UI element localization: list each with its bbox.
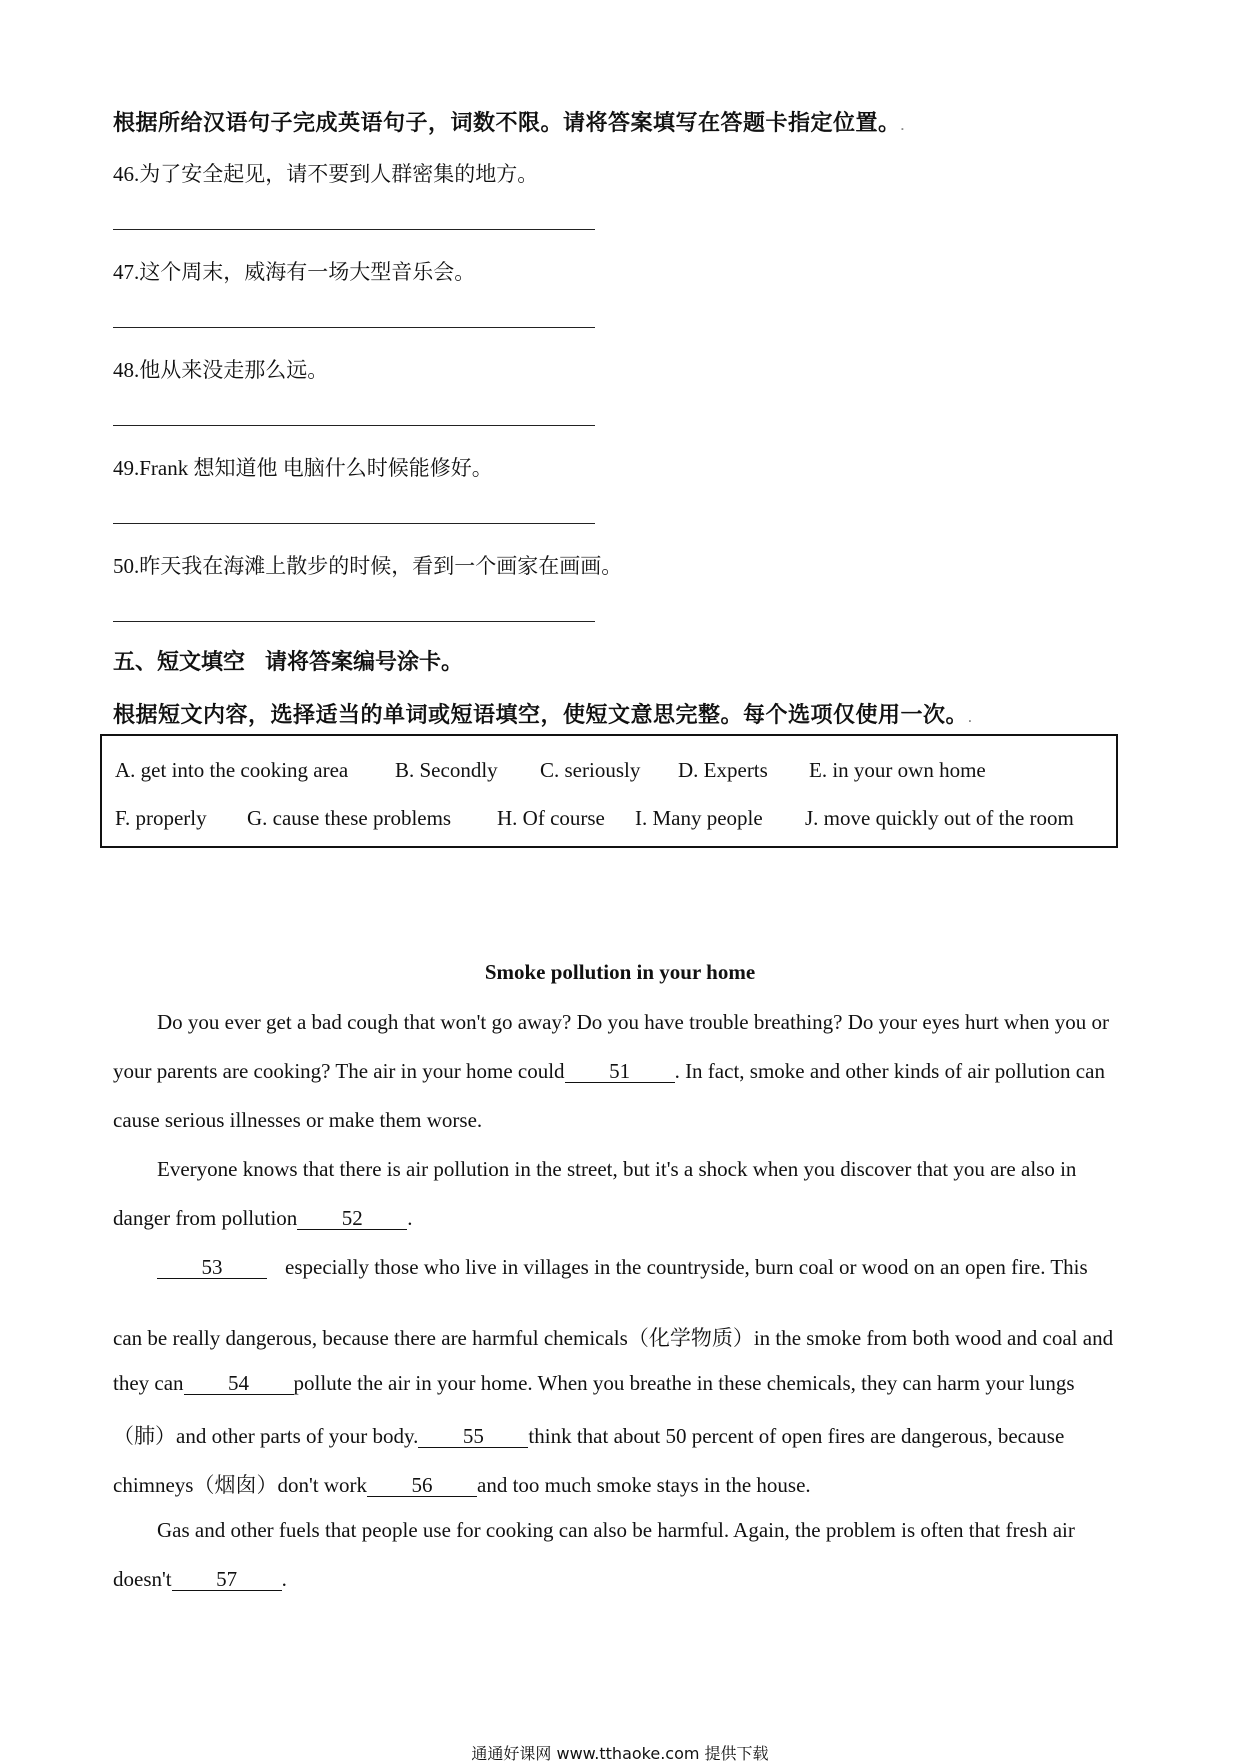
option-e: E. in your own home xyxy=(809,758,986,782)
passage-line: Everyone knows that there is air pollution in the street, but it's a shock when you discover that you are also in xyxy=(157,1157,1077,1181)
option-f: F. properly xyxy=(115,806,207,830)
question-50: 50.昨天我在海滩上散步的时候，看到一个画家在画画。 xyxy=(113,554,623,578)
translation-instruction: 根据所给汉语句子完成英语句子，词数不限。请将答案填写在答题卡指定位置。. xyxy=(113,111,905,136)
question-49: 49.Frank 想知道他 电脑什么时候能修好。 xyxy=(113,456,493,480)
options-box xyxy=(100,734,1118,848)
passage-line: Do you ever get a bad cough that won't go away? Do you have trouble breathing? Do your eyes hurt when you or xyxy=(157,1010,1110,1034)
answer-line-50[interactable] xyxy=(113,621,595,622)
question-48: 48.他从来没走那么远。 xyxy=(113,358,329,382)
blank-56[interactable]: 56 xyxy=(367,1474,477,1497)
option-h: H. Of course xyxy=(497,806,605,830)
passage-line: Gas and other fuels that people use for cooking can also be harmful. Again, the problem is often that fresh air xyxy=(157,1518,1075,1542)
passage-line: chimneys（烟囱）don't work 56 and too much smoke stays in the house. xyxy=(113,1473,811,1497)
question-46: 46.为了安全起见，请不要到人群密集的地方。 xyxy=(113,162,539,186)
option-b: B. Secondly xyxy=(395,758,498,782)
passage-line: doesn't 57 . xyxy=(113,1567,287,1591)
blank-53[interactable]: 53 xyxy=(157,1256,267,1279)
answer-line-48[interactable] xyxy=(113,425,595,426)
section-five-instruction: 根据短文内容，选择适当的单词或短语填空，使短文意思完整。每个选项仅使用一次。. xyxy=(113,703,973,728)
passage-line: can be really dangerous, because there are harmful chemicals（化学物质）in the smoke from both wood and coal and xyxy=(113,1326,1114,1350)
blank-52[interactable]: 52 xyxy=(297,1207,407,1230)
scan-mark: . xyxy=(900,122,905,133)
blank-51[interactable]: 51 xyxy=(565,1060,675,1083)
option-j: J. move quickly out of the room xyxy=(805,806,1074,830)
blank-55[interactable]: 55 xyxy=(418,1425,528,1448)
option-a: A. get into the cooking area xyxy=(115,758,349,782)
question-47: 47.这个周末，威海有一场大型音乐会。 xyxy=(113,260,476,284)
option-d: D. Experts xyxy=(678,758,768,782)
scan-mark: . xyxy=(968,714,973,725)
blank-57[interactable]: 57 xyxy=(172,1568,282,1591)
footer-watermark: 通通好课网 www.tthaoke.com 提供下载 xyxy=(471,1744,769,1763)
passage-line: your parents are cooking? The air in your home could 51 . In fact, smoke and other kinds of air pollution can xyxy=(113,1059,1105,1083)
option-g: G. cause these problems xyxy=(247,806,452,830)
passage-line: danger from pollution 52 . xyxy=(113,1206,413,1230)
answer-line-46[interactable] xyxy=(113,229,595,230)
passage-line: cause serious illnesses or make them worse. xyxy=(113,1108,483,1132)
passage-line: 53 especially those who live in villages in the countryside, burn coal or wood on an open fire. This xyxy=(157,1255,1088,1280)
section-five-title: 五、短文填空 请将答案编号涂卡。 xyxy=(113,650,464,675)
option-i: I. Many people xyxy=(635,806,763,830)
passage-line: （肺）and other parts of your body. 55 think that about 50 percent of open fires are dangerous, because xyxy=(113,1424,1065,1448)
passage-title: Smoke pollution in your home xyxy=(484,960,756,984)
answer-line-49[interactable] xyxy=(113,523,595,524)
answer-line-47[interactable] xyxy=(113,327,595,328)
option-c: C. seriously xyxy=(540,758,641,782)
passage-line: they can 54 pollute the air in your home. When you breathe in these chemicals, they can harm your lungs xyxy=(113,1371,1075,1395)
blank-54[interactable]: 54 xyxy=(184,1372,294,1395)
